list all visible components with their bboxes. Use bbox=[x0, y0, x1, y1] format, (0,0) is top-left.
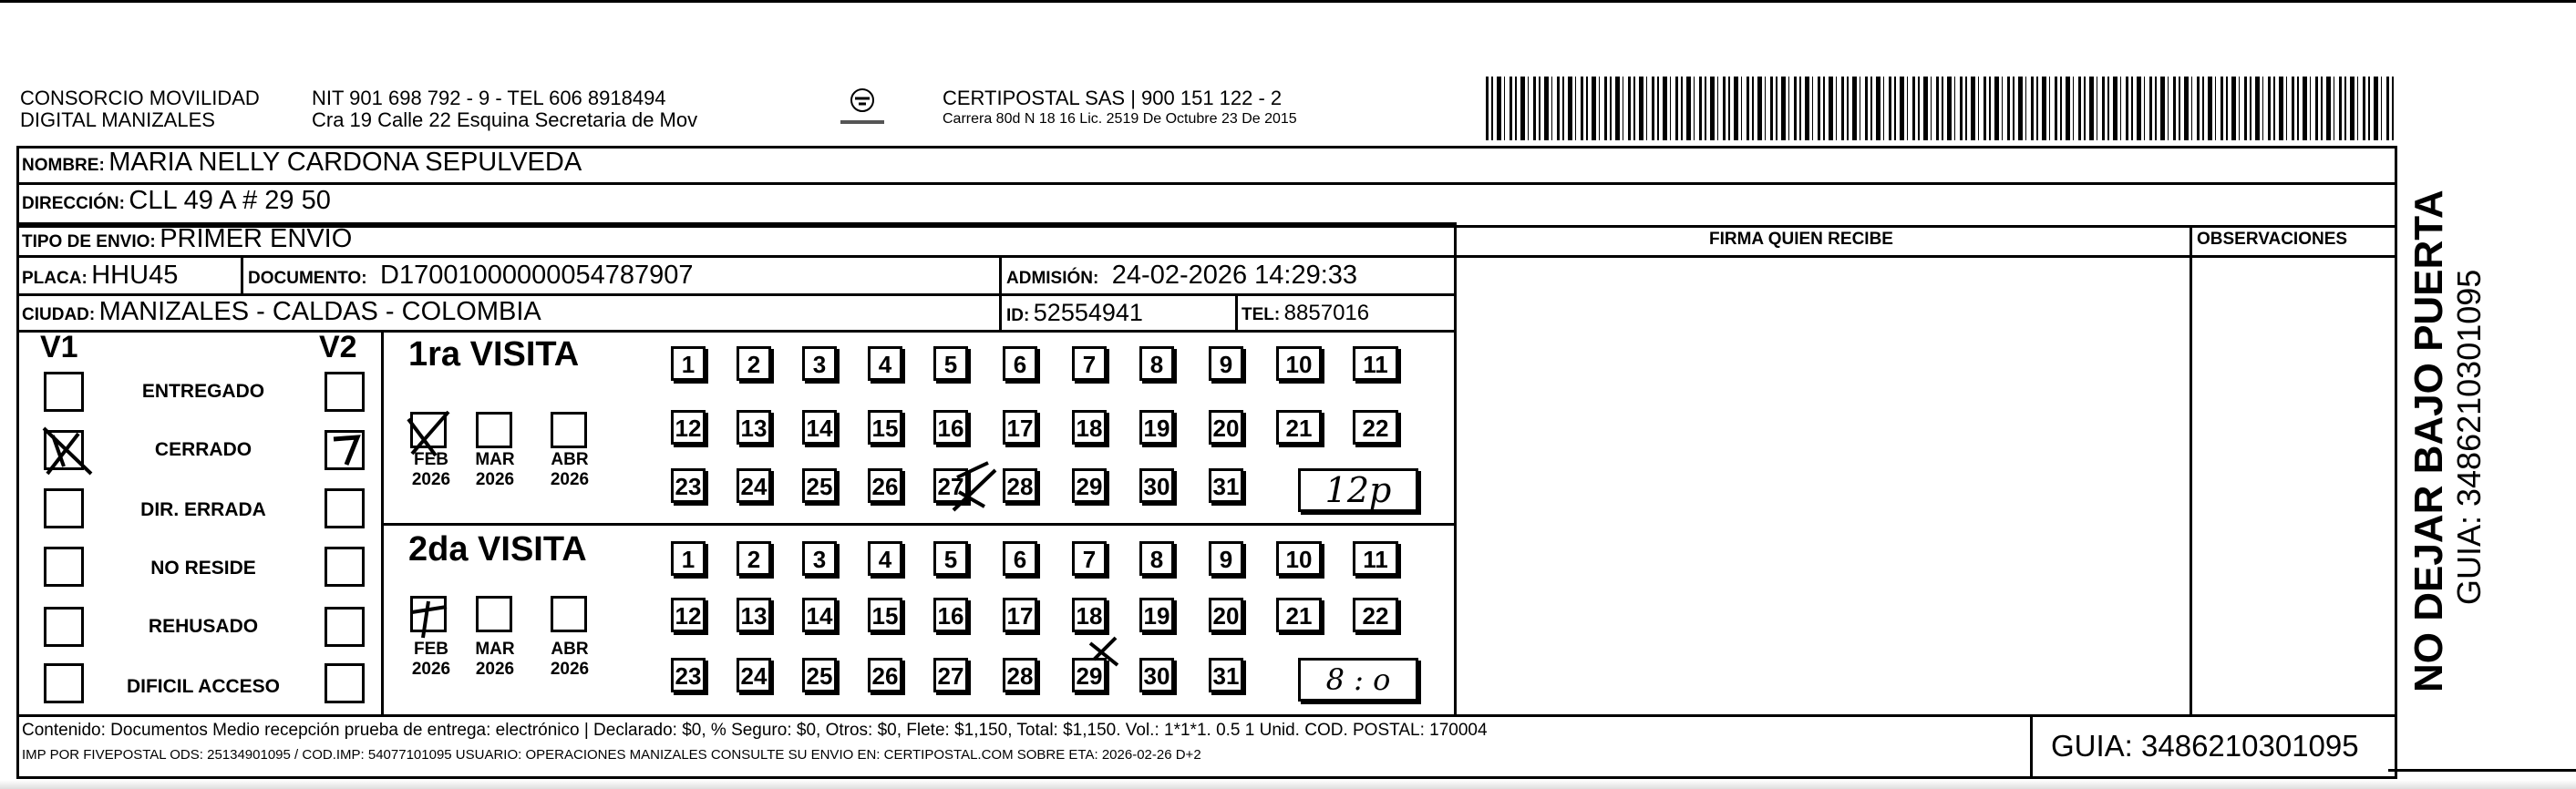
day-box-v1-14[interactable]: 14 bbox=[802, 410, 837, 445]
day-box-v1-1[interactable]: 1 bbox=[671, 346, 706, 381]
year-text: 2026 bbox=[550, 470, 590, 489]
day-box-v1-11[interactable]: 11 bbox=[1353, 346, 1398, 381]
footer-contenido: Contenido: Documentos Medio recepción prueba de entrega: electrónico | Declarado: $0, % Seguro: $0, Otros: $0, Flete: $1,150, Total: $1,150. Vol.: 1*1*1. 0.5 1 Unid. COD. POSTAL: 170004 bbox=[22, 721, 1488, 740]
month-label-abr-2 bbox=[547, 640, 592, 680]
year-text: 2026 bbox=[411, 470, 451, 489]
certi-line-1: CERTIPOSTAL SAS | 900 151 122 - 2 bbox=[943, 87, 1283, 109]
day-box-v2-15[interactable]: 15 bbox=[868, 598, 902, 632]
day-box-v2-30[interactable]: 30 bbox=[1139, 658, 1174, 692]
option-dir-errada: DIR. ERRADA bbox=[140, 499, 266, 520]
day-box-v1-18[interactable]: 18 bbox=[1072, 410, 1107, 445]
month-box-feb-2[interactable] bbox=[410, 596, 447, 632]
v2-checkbox-cerrado[interactable] bbox=[325, 430, 365, 470]
tipo-label: TIPO DE ENVIO: bbox=[22, 232, 156, 251]
row-line-3 bbox=[16, 255, 2397, 258]
month-box-mar-1[interactable] bbox=[476, 412, 512, 448]
month-box-abr-2[interactable] bbox=[551, 596, 587, 632]
day-box-v2-7[interactable]: 7 bbox=[1072, 541, 1107, 576]
footer-guia-divider bbox=[2030, 714, 2033, 779]
documento-row bbox=[248, 261, 694, 291]
month-box-feb-1[interactable] bbox=[410, 412, 447, 448]
footer-line bbox=[16, 714, 2397, 717]
placa-label: PLACA: bbox=[22, 269, 88, 288]
company-name bbox=[20, 87, 260, 131]
tel-row bbox=[1242, 301, 1369, 326]
admision-label: ADMISIÓN: bbox=[1006, 269, 1099, 288]
v2-checkbox-dir-errada[interactable] bbox=[325, 488, 365, 528]
day-box-v1-15[interactable]: 15 bbox=[868, 410, 902, 445]
day-box-v2-20[interactable]: 20 bbox=[1209, 598, 1243, 632]
visit-divider bbox=[381, 523, 1457, 526]
year-text: 2026 bbox=[475, 660, 515, 679]
company-line-1: CONSORCIO MOVILIDAD bbox=[20, 87, 260, 109]
v1-label: V1 bbox=[40, 330, 78, 364]
day-box-v1-22[interactable]: 22 bbox=[1353, 410, 1398, 445]
month-text: MAR bbox=[475, 450, 515, 469]
admision-value: 24-02-2026 14:29:33 bbox=[1111, 261, 1358, 290]
nombre-row bbox=[22, 148, 582, 178]
day-box-v2-10[interactable]: 10 bbox=[1276, 541, 1322, 576]
second-visit-title: 2da VISITA bbox=[408, 530, 587, 569]
barcode bbox=[1486, 77, 2397, 140]
nombre-value: MARIA NELLY CARDONA SEPULVEDA bbox=[108, 148, 582, 177]
day-box-v1-6[interactable]: 6 bbox=[1003, 346, 1037, 381]
day-box-v2-13[interactable]: 13 bbox=[737, 598, 771, 632]
v2-label: V2 bbox=[319, 330, 357, 364]
day-box-v2-12[interactable]: 12 bbox=[671, 598, 706, 632]
day-box-v2-29[interactable]: 29 bbox=[1072, 658, 1107, 692]
v2-checkbox-dificil-acceso[interactable] bbox=[325, 663, 365, 703]
admision-divider bbox=[999, 255, 1002, 330]
day-box-v2-8[interactable]: 8 bbox=[1139, 541, 1174, 576]
day-box-v2-27[interactable]: 27 bbox=[933, 658, 968, 692]
company-info bbox=[312, 87, 697, 131]
day-box-v1-31[interactable]: 31 bbox=[1209, 468, 1243, 503]
v2-checkbox-rehusado[interactable] bbox=[325, 607, 365, 647]
day-box-v1-24[interactable]: 24 bbox=[737, 468, 771, 503]
day-box-v2-11[interactable]: 11 bbox=[1353, 541, 1398, 576]
placa-row bbox=[22, 261, 178, 291]
admision-row bbox=[1006, 261, 1357, 291]
day-box-v1-30[interactable]: 30 bbox=[1139, 468, 1174, 503]
tel-divider bbox=[1235, 293, 1238, 330]
side-warning: NO DEJAR BAJO PUERTA bbox=[2406, 190, 2451, 692]
day-box-v2-19[interactable]: 19 bbox=[1139, 598, 1174, 632]
ciudad-label: CIUDAD: bbox=[22, 305, 96, 324]
day-box-v1-20[interactable]: 20 bbox=[1209, 410, 1243, 445]
direccion-label: DIRECCIÓN: bbox=[22, 194, 125, 213]
tipo-row bbox=[22, 224, 352, 254]
day-box-v2-28[interactable]: 28 bbox=[1003, 658, 1037, 692]
day-box-v1-2[interactable]: 2 bbox=[737, 346, 771, 381]
month-text: FEB bbox=[414, 640, 448, 659]
day-box-v2-24[interactable]: 24 bbox=[737, 658, 771, 692]
day-box-v2-6[interactable]: 6 bbox=[1003, 541, 1037, 576]
footer-imp: IMP POR FIVEPOSTAL ODS: 25134901095 / COD.IMP: 54077101095 USUARIO: OPERACIONES MANIZALES CONSULTE SU ENVIO EN: CERTIPOSTAL.COM SOBRE ETA: 2026-02-26 D+2 bbox=[22, 747, 1201, 763]
form-frame bbox=[16, 146, 2397, 779]
v1-checkbox-rehusado[interactable] bbox=[44, 607, 84, 647]
day-box-v2-2[interactable]: 2 bbox=[737, 541, 771, 576]
option-entregado: ENTREGADO bbox=[141, 381, 265, 402]
placa-divider bbox=[241, 255, 243, 293]
month-label-abr-1 bbox=[547, 450, 592, 490]
row-line-1 bbox=[16, 182, 2397, 185]
day-box-v1-27[interactable]: 27 bbox=[933, 468, 968, 503]
tipo-value: PRIMER ENVIO bbox=[160, 224, 353, 253]
row-line-4 bbox=[16, 293, 1457, 296]
day-box-v1-16[interactable]: 16 bbox=[933, 410, 968, 445]
day-box-v1-28[interactable]: 28 bbox=[1003, 468, 1037, 503]
ciudad-row bbox=[22, 297, 541, 327]
month-text: ABR bbox=[551, 450, 589, 469]
nombre-label: NOMBRE: bbox=[22, 156, 105, 175]
direccion-value: CLL 49 A # 29 50 bbox=[129, 186, 331, 215]
v1-checkbox-no-reside[interactable] bbox=[44, 547, 84, 587]
firma-left-line bbox=[1454, 225, 1457, 714]
day-box-v1-13[interactable]: 13 bbox=[737, 410, 771, 445]
v1-checkbox-dir-errada[interactable] bbox=[44, 488, 84, 528]
certipostal-info bbox=[943, 87, 1297, 129]
month-label-feb-2 bbox=[408, 640, 454, 680]
certi-line-2: Carrera 80d N 18 16 Lic. 2519 De Octubre 23 De 2015 bbox=[943, 111, 1297, 127]
day-box-v1-7[interactable]: 7 bbox=[1072, 346, 1107, 381]
day-box-v1-21[interactable]: 21 bbox=[1276, 410, 1322, 445]
row-line-2b bbox=[16, 225, 2397, 228]
address-line: Cra 19 Calle 22 Esquina Secretaria de Mov bbox=[312, 108, 698, 131]
option-no-reside: NO RESIDE bbox=[150, 558, 256, 579]
day-box-v1-23[interactable]: 23 bbox=[671, 468, 706, 503]
direccion-row bbox=[22, 186, 331, 216]
top-edge bbox=[0, 0, 2576, 3]
v2-checkbox-no-reside[interactable] bbox=[325, 547, 365, 587]
handwritten-time-2: 8 : o bbox=[1298, 658, 1418, 702]
day-box-v1-12[interactable]: 12 bbox=[671, 410, 706, 445]
option-cerrado: CERRADO bbox=[154, 439, 252, 460]
year-text: 2026 bbox=[411, 660, 451, 679]
observaciones-header: OBSERVACIONES bbox=[2197, 230, 2348, 249]
day-box-v1-29[interactable]: 29 bbox=[1072, 468, 1107, 503]
day-box-v2-21[interactable]: 21 bbox=[1276, 598, 1322, 632]
options-divider bbox=[381, 330, 384, 714]
day-box-v2-16[interactable]: 16 bbox=[933, 598, 968, 632]
certipostal-logo bbox=[835, 86, 890, 131]
day-box-v1-3[interactable]: 3 bbox=[802, 346, 837, 381]
id-value: 52554941 bbox=[1033, 299, 1143, 326]
option-dificil-acceso: DIFICIL ACCESO bbox=[126, 676, 280, 697]
v2-checkbox-entregado[interactable] bbox=[325, 372, 365, 412]
day-box-v2-14[interactable]: 14 bbox=[802, 598, 837, 632]
month-text: ABR bbox=[551, 640, 589, 659]
year-text: 2026 bbox=[475, 470, 515, 489]
day-box-v2-5[interactable]: 5 bbox=[933, 541, 968, 576]
company-line-2: DIGITAL MANIZALES bbox=[20, 108, 215, 131]
day-box-v2-1[interactable]: 1 bbox=[671, 541, 706, 576]
id-row bbox=[1006, 299, 1143, 327]
scan-edge bbox=[0, 780, 2576, 789]
month-box-abr-1[interactable] bbox=[551, 412, 587, 448]
v1-checkbox-dificil-acceso[interactable] bbox=[44, 663, 84, 703]
tel-value: 8857016 bbox=[1283, 301, 1370, 325]
documento-value: D17001000000054787907 bbox=[380, 261, 694, 290]
day-box-v1-8[interactable]: 8 bbox=[1139, 346, 1174, 381]
year-text: 2026 bbox=[550, 660, 590, 679]
v1-checkbox-cerrado[interactable] bbox=[44, 430, 84, 470]
documento-label: DOCUMENTO: bbox=[248, 269, 367, 288]
day-box-v2-22[interactable]: 22 bbox=[1353, 598, 1398, 632]
edge-line bbox=[2388, 769, 2576, 772]
day-box-v1-9[interactable]: 9 bbox=[1209, 346, 1243, 381]
day-box-v2-31[interactable]: 31 bbox=[1209, 658, 1243, 692]
first-visit-title: 1ra VISITA bbox=[408, 335, 580, 374]
side-guia: GUIA: 3486210301095 bbox=[2450, 269, 2488, 605]
row-line-5 bbox=[16, 330, 1457, 333]
month-label-feb-1 bbox=[408, 450, 454, 490]
option-rehusado: REHUSADO bbox=[148, 616, 259, 637]
nit-line: NIT 901 698 792 - 9 - TEL 606 8918494 bbox=[312, 87, 666, 109]
month-label-mar-1 bbox=[472, 450, 518, 490]
day-box-v2-4[interactable]: 4 bbox=[868, 541, 902, 576]
day-box-v2-3[interactable]: 3 bbox=[802, 541, 837, 576]
day-box-v2-17[interactable]: 17 bbox=[1003, 598, 1037, 632]
handwritten-time-1: 12p bbox=[1298, 468, 1418, 512]
day-box-v2-18[interactable]: 18 bbox=[1072, 598, 1107, 632]
day-box-v1-25[interactable]: 25 bbox=[802, 468, 837, 503]
month-label-mar-2 bbox=[472, 640, 518, 680]
id-label: ID: bbox=[1006, 306, 1030, 325]
day-box-v2-26[interactable]: 26 bbox=[868, 658, 902, 692]
month-box-mar-2[interactable] bbox=[476, 596, 512, 632]
placa-value: HHU45 bbox=[91, 261, 179, 290]
day-box-v2-25[interactable]: 25 bbox=[802, 658, 837, 692]
v1-checkbox-entregado[interactable] bbox=[44, 372, 84, 412]
obs-left-line bbox=[2190, 225, 2192, 714]
tel-label: TEL: bbox=[1242, 305, 1281, 324]
month-text: FEB bbox=[414, 450, 448, 469]
day-box-v1-4[interactable]: 4 bbox=[868, 346, 902, 381]
day-box-v1-5[interactable]: 5 bbox=[933, 346, 968, 381]
day-box-v1-26[interactable]: 26 bbox=[868, 468, 902, 503]
day-box-v2-9[interactable]: 9 bbox=[1209, 541, 1243, 576]
day-box-v2-23[interactable]: 23 bbox=[671, 658, 706, 692]
day-box-v1-17[interactable]: 17 bbox=[1003, 410, 1037, 445]
firma-header: FIRMA QUIEN RECIBE bbox=[1709, 230, 1893, 249]
month-text: MAR bbox=[475, 640, 515, 659]
ciudad-value: MANIZALES - CALDAS - COLOMBIA bbox=[98, 297, 541, 326]
day-box-v1-10[interactable]: 10 bbox=[1276, 346, 1322, 381]
footer-guia: GUIA: 3486210301095 bbox=[2051, 729, 2359, 763]
day-box-v1-19[interactable]: 19 bbox=[1139, 410, 1174, 445]
